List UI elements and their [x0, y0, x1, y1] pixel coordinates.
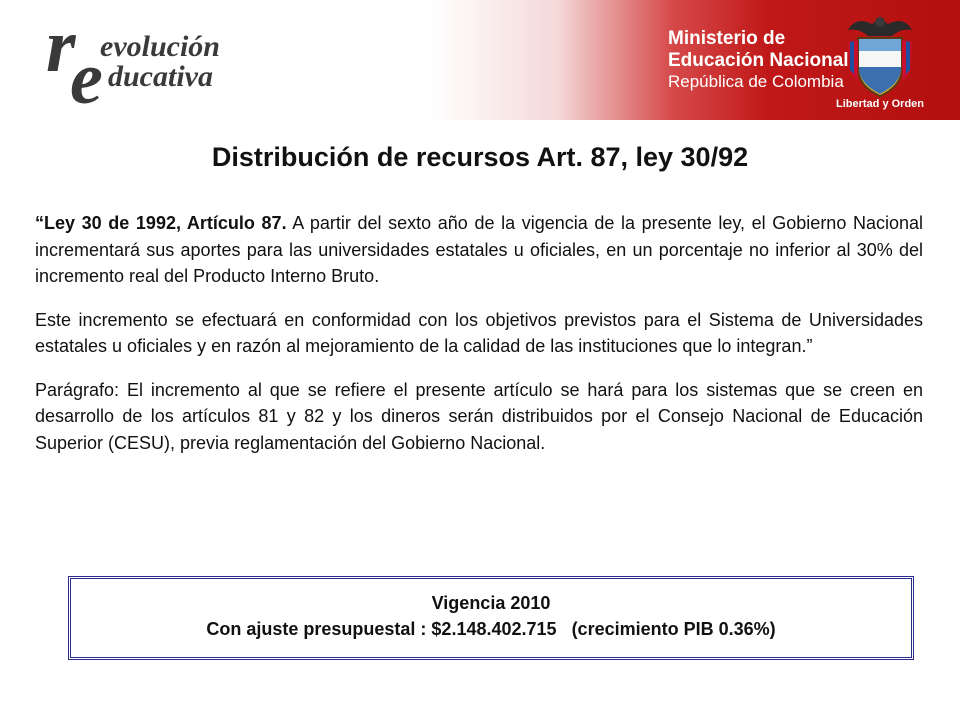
ministry-name [668, 28, 849, 91]
paragraph-increment: Este incremento se efectuará en conformidad con los objetivos previstos para el Sistema de Universidades estatales u oficiales y en razón al mejoramiento de la calidad de las instituciones que lo integran.” [35, 309, 923, 356]
coat-of-arms-icon [842, 12, 918, 102]
budget-amount: $2.148.402.715 [431, 619, 557, 639]
ministry-line3: República de Colombia [668, 71, 844, 91]
budget-label: Con ajuste presupuestal : [206, 619, 427, 639]
article-text: A partir del sexto año de la vigencia de la presente ley, el Gobierno Nacional incrementará sus aportes para las universidades estatales u oficiales, en un porcentaje no inferior al 30% del incremento real del Producto Interno Bruto. [35, 213, 923, 286]
logo-text-revolucion: evolución [100, 30, 220, 63]
header-banner [0, 0, 960, 120]
logo-text-educativa: ducativa [108, 60, 213, 93]
logo-letter-e: e [70, 38, 103, 120]
article-reference: “Ley 30 de 1992, Artículo 87. [35, 213, 287, 233]
revolucion-educativa-logo [46, 4, 306, 120]
ministry-line1: Ministerio de [668, 28, 786, 49]
ministry-line2: Educación Nacional [668, 49, 849, 71]
motto-text: Libertad y Orden [836, 98, 925, 110]
vigencia-label: Vigencia 2010 [431, 593, 551, 613]
document-body [35, 210, 923, 473]
paragraph-paragrafo: Parágrafo: El incremento al que se refiere el presente artículo se hará para los sistemas que se creen en desarrollo de los artículos 81 y 82 y los dineros serán distribuidos por el Consejo Nacional de Educación Superior (CESU), previa reglamentación del Gobierno Nacional. [35, 379, 923, 453]
paragraph-article [35, 210, 923, 290]
page-title: Distribución de recursos Art. 87, ley 30/92 [211, 142, 749, 172]
logo-letter-r: r [46, 4, 76, 88]
budget-summary-box [68, 576, 914, 660]
budget-line [71, 616, 911, 642]
gdp-growth: (crecimiento PIB 0.36%) [571, 619, 776, 639]
